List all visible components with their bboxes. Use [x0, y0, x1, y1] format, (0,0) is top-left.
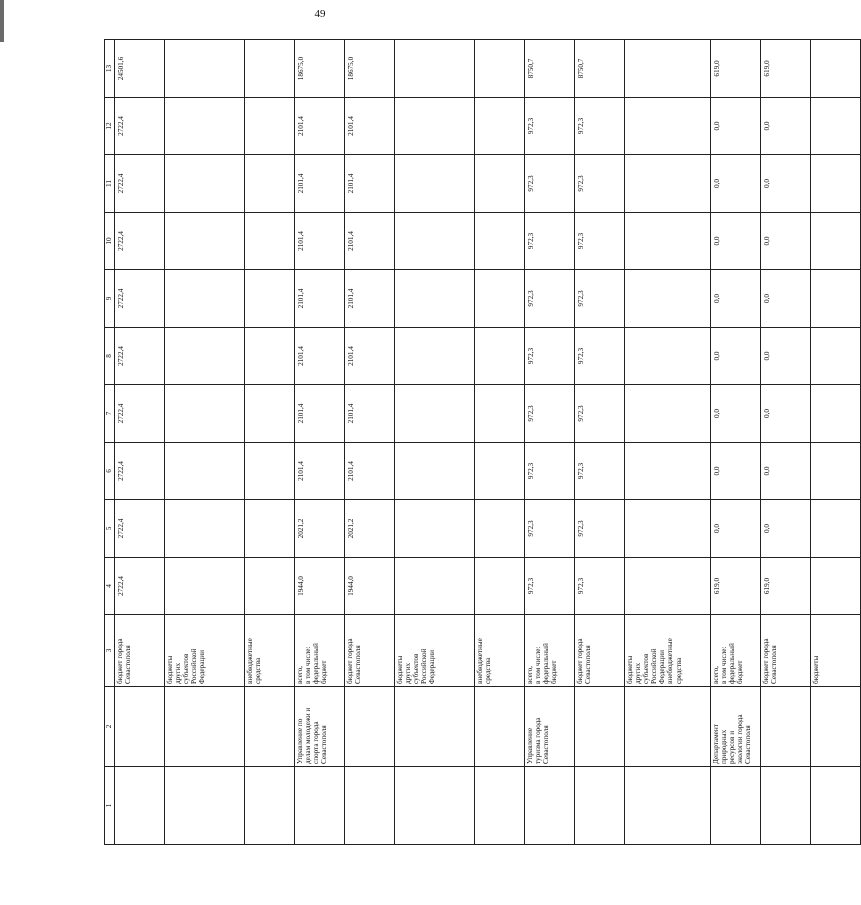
value-cell: 1944,0 — [345, 558, 395, 615]
executor-cell — [811, 687, 861, 767]
value-cell — [475, 270, 525, 328]
table-row — [525, 40, 575, 845]
executor-cell — [475, 687, 525, 767]
funding-source-cell-line: бюджет города — [762, 638, 770, 684]
value-cell: 619,0 — [761, 558, 811, 615]
value-cell: 972,3 — [575, 443, 625, 500]
funding-source-cell — [295, 615, 345, 687]
row-number-cell — [575, 767, 625, 845]
value-cell: 2101,4 — [295, 213, 345, 270]
value-cell: 2101,4 — [295, 155, 345, 213]
column-header: 3 — [105, 615, 115, 687]
value-cell: 972,3 — [525, 98, 575, 155]
funding-source-cell-line: Федерации — [658, 650, 667, 684]
value-cell — [811, 328, 861, 385]
value-cell: 0,0 — [711, 213, 761, 270]
funding-source-cell-line: Севастополя — [584, 645, 593, 684]
value-cell — [165, 328, 245, 385]
value-cell: 2101,4 — [345, 213, 395, 270]
value-cell: 2101,4 — [295, 98, 345, 155]
funding-source-cell-line: бюджеты — [396, 655, 404, 684]
value-cell: 0,0 — [711, 98, 761, 155]
value-cell: 1944,0 — [295, 558, 345, 615]
column-header: 4 — [105, 558, 115, 615]
row-number-cell — [115, 767, 165, 845]
row-number-cell — [525, 767, 575, 845]
funding-source-cell-line: бюджет — [320, 660, 329, 684]
value-cell — [625, 40, 711, 98]
executor-cell-line: ресурсов и — [728, 730, 737, 764]
value-cell: 972,3 — [525, 500, 575, 558]
value-cell — [245, 213, 295, 270]
budget-table — [104, 39, 861, 845]
column-header: 11 — [105, 155, 115, 213]
column-header: 1 — [105, 767, 115, 845]
value-cell: 2021,2 — [345, 500, 395, 558]
funding-source-cell-line: бюджет — [736, 660, 745, 684]
value-cell — [395, 270, 475, 328]
scan-edge-mark — [0, 0, 4, 42]
value-cell — [245, 500, 295, 558]
value-cell: 972,3 — [525, 558, 575, 615]
value-cell — [811, 155, 861, 213]
funding-source-cell-line: федеральный — [542, 643, 551, 684]
row-number-cell — [811, 767, 861, 845]
funding-source-cell-line: в том числе: — [534, 646, 543, 684]
funding-source-cell-line: бюджеты — [626, 655, 634, 684]
table-row — [115, 40, 165, 845]
value-cell — [245, 328, 295, 385]
value-cell: 2101,4 — [345, 385, 395, 443]
executor-cell-line: Департамент — [712, 724, 720, 764]
value-cell: 0,0 — [711, 385, 761, 443]
executor-cell — [295, 687, 345, 767]
value-cell: 0,0 — [761, 98, 811, 155]
value-cell — [625, 98, 711, 155]
value-cell: 0,0 — [761, 385, 811, 443]
value-cell — [165, 98, 245, 155]
funding-source-cell-line: средства — [674, 657, 683, 684]
value-cell — [165, 385, 245, 443]
value-cell: 8750,7 — [525, 40, 575, 98]
value-cell — [245, 443, 295, 500]
value-cell — [395, 500, 475, 558]
funding-source-cell — [165, 615, 245, 687]
value-cell — [165, 443, 245, 500]
value-cell — [475, 155, 525, 213]
executor-cell — [395, 687, 475, 767]
funding-source-cell-line: Севастополя — [354, 645, 363, 684]
column-header: 2 — [105, 687, 115, 767]
value-cell: 619,0 — [761, 40, 811, 98]
executor-cell — [345, 687, 395, 767]
funding-source-cell — [525, 615, 575, 687]
row-number-cell — [761, 767, 811, 845]
value-cell — [395, 328, 475, 385]
value-cell — [811, 270, 861, 328]
value-cell: 2101,4 — [345, 328, 395, 385]
funding-source-cell-line: всего, — [526, 666, 534, 684]
value-cell — [625, 270, 711, 328]
value-cell — [395, 443, 475, 500]
value-cell — [475, 500, 525, 558]
value-cell — [811, 40, 861, 98]
value-cell: 2021,2 — [295, 500, 345, 558]
value-cell: 2101,4 — [295, 443, 345, 500]
executor-cell-line: спорта города — [312, 721, 321, 764]
value-cell: 0,0 — [761, 155, 811, 213]
value-cell: 2722,4 — [115, 500, 165, 558]
row-number-cell — [625, 767, 711, 845]
value-cell: 2101,4 — [295, 385, 345, 443]
value-cell — [245, 40, 295, 98]
funding-source-cell-line: Федерации — [198, 650, 207, 684]
column-header: 12 — [105, 98, 115, 155]
value-cell: 2101,4 — [295, 270, 345, 328]
value-cell — [475, 213, 525, 270]
value-cell: 972,3 — [525, 443, 575, 500]
table-row — [475, 40, 525, 845]
funding-source-cell-line: других — [404, 662, 413, 684]
funding-source-cell-line: федеральный — [728, 643, 737, 684]
value-cell — [625, 500, 711, 558]
funding-source-cell-line: субъектов — [412, 653, 421, 684]
funding-source-cell-line: бюджеты — [812, 655, 820, 684]
table-row — [575, 40, 625, 845]
executor-cell — [245, 687, 295, 767]
value-cell — [811, 558, 861, 615]
value-cell: 972,3 — [575, 155, 625, 213]
value-cell: 0,0 — [761, 443, 811, 500]
value-cell — [625, 443, 711, 500]
funding-source-cell-line: Севастополя — [124, 645, 133, 684]
funding-source-cell-line: Российской — [190, 648, 199, 684]
value-cell: 2722,4 — [115, 213, 165, 270]
value-cell: 18675,0 — [295, 40, 345, 98]
funding-source-cell — [811, 615, 861, 687]
table-row — [395, 40, 475, 845]
value-cell: 972,3 — [525, 155, 575, 213]
value-cell: 972,3 — [575, 213, 625, 270]
value-cell — [165, 500, 245, 558]
value-cell — [625, 558, 711, 615]
value-cell: 0,0 — [761, 500, 811, 558]
funding-source-cell — [761, 615, 811, 687]
value-cell: 2722,4 — [115, 385, 165, 443]
funding-source-cell-line: Российской — [650, 648, 659, 684]
executor-cell — [761, 687, 811, 767]
table-row — [345, 40, 395, 845]
value-cell: 0,0 — [761, 270, 811, 328]
table-row — [625, 40, 711, 845]
funding-source-cell-line: средства — [484, 657, 493, 684]
funding-source-cell — [575, 615, 625, 687]
value-cell — [811, 385, 861, 443]
executor-cell-line: делам молодежи и — [304, 707, 313, 764]
funding-source-cell — [395, 615, 475, 687]
value-cell: 972,3 — [575, 328, 625, 385]
value-cell — [395, 385, 475, 443]
row-number-cell — [295, 767, 345, 845]
funding-source-cell-line: всего, — [296, 666, 304, 684]
value-cell: 8750,7 — [575, 40, 625, 98]
column-header: 9 — [105, 270, 115, 328]
value-cell: 972,3 — [525, 385, 575, 443]
funding-source-cell-line: в том числе: — [720, 646, 729, 684]
executor-cell-line: Севастополя — [542, 725, 551, 764]
value-cell: 619,0 — [711, 558, 761, 615]
funding-source-cell — [475, 615, 525, 687]
value-cell — [395, 98, 475, 155]
value-cell: 0,0 — [761, 213, 811, 270]
value-cell: 2722,4 — [115, 155, 165, 213]
funding-source-cell-line: внебюджетные — [246, 638, 254, 684]
value-cell — [245, 155, 295, 213]
value-cell — [395, 155, 475, 213]
executor-cell — [115, 687, 165, 767]
executor-cell-line: Управление по — [296, 718, 304, 764]
page-number: 49 — [314, 8, 326, 20]
value-cell: 2722,4 — [115, 558, 165, 615]
value-cell: 0,0 — [711, 443, 761, 500]
value-cell: 972,3 — [575, 270, 625, 328]
value-cell: 2722,4 — [115, 270, 165, 328]
executor-cell-line: природных — [720, 729, 729, 764]
value-cell: 24501,6 — [115, 40, 165, 98]
value-cell: 2101,4 — [345, 270, 395, 328]
column-header: 5 — [105, 500, 115, 558]
value-cell — [165, 155, 245, 213]
value-cell: 2101,4 — [345, 155, 395, 213]
value-cell — [395, 213, 475, 270]
column-header: 10 — [105, 213, 115, 270]
value-cell — [395, 40, 475, 98]
funding-source-cell-line: бюджет — [550, 660, 559, 684]
funding-source-cell-line: средства — [254, 657, 263, 684]
funding-source-cell — [245, 615, 295, 687]
value-cell — [165, 213, 245, 270]
rotated-table-wrapper — [104, 40, 820, 845]
value-cell — [245, 385, 295, 443]
funding-source-cell-line: в том числе: — [304, 646, 313, 684]
funding-source-cell-line: бюджет города — [576, 638, 584, 684]
funding-source-cell-line: всего, — [712, 666, 720, 684]
value-cell: 2722,4 — [115, 98, 165, 155]
value-cell — [165, 40, 245, 98]
row-number-cell — [245, 767, 295, 845]
value-cell: 0,0 — [711, 328, 761, 385]
value-cell — [165, 558, 245, 615]
value-cell: 972,3 — [575, 500, 625, 558]
value-cell — [165, 270, 245, 328]
value-cell — [811, 443, 861, 500]
value-cell — [625, 385, 711, 443]
value-cell — [245, 270, 295, 328]
funding-source-cell-line: Российской — [420, 648, 429, 684]
executor-cell-line: туризма города — [534, 717, 543, 764]
value-cell — [475, 40, 525, 98]
value-cell: 18675,0 — [345, 40, 395, 98]
executor-cell — [625, 687, 711, 767]
value-cell — [395, 558, 475, 615]
table-row — [245, 40, 295, 845]
value-cell: 619,0 — [711, 40, 761, 98]
value-cell: 972,3 — [525, 270, 575, 328]
value-cell: 2101,4 — [345, 443, 395, 500]
table-row — [165, 40, 245, 845]
executor-cell — [711, 687, 761, 767]
table-row — [761, 40, 811, 845]
table-stage — [104, 40, 820, 845]
table-row — [811, 40, 861, 845]
funding-source-cell — [625, 615, 711, 687]
value-cell — [811, 500, 861, 558]
funding-source-cell-line: Федерации — [428, 650, 437, 684]
value-cell: 2722,4 — [115, 443, 165, 500]
funding-source-cell-line: бюджет города — [116, 638, 124, 684]
funding-source-cell — [711, 615, 761, 687]
value-cell: 972,3 — [575, 558, 625, 615]
funding-source-cell-line: субъектов — [182, 653, 191, 684]
value-cell: 0,0 — [711, 270, 761, 328]
row-number-cell — [395, 767, 475, 845]
row-number-cell — [711, 767, 761, 845]
value-cell: 2101,4 — [295, 328, 345, 385]
row-number-cell — [345, 767, 395, 845]
funding-source-cell-line: внебюджетные — [476, 638, 484, 684]
executor-cell-line: Севастополя — [744, 725, 753, 764]
funding-source-cell-line: субъектов — [642, 653, 651, 684]
funding-source-cell-line: других — [174, 662, 183, 684]
table-body — [115, 40, 861, 845]
table-row — [711, 40, 761, 845]
funding-source-cell-line: бюджеты — [166, 655, 174, 684]
funding-source-cell-line: федеральный — [312, 643, 321, 684]
column-header: 7 — [105, 385, 115, 443]
value-cell — [625, 155, 711, 213]
column-header: 13 — [105, 40, 115, 98]
value-cell — [245, 558, 295, 615]
value-cell — [475, 98, 525, 155]
executor-cell — [525, 687, 575, 767]
header-row — [105, 40, 115, 845]
value-cell — [475, 385, 525, 443]
value-cell: 972,3 — [575, 385, 625, 443]
value-cell — [475, 328, 525, 385]
value-cell — [811, 98, 861, 155]
column-header: 6 — [105, 443, 115, 500]
value-cell — [475, 558, 525, 615]
value-cell: 0,0 — [711, 155, 761, 213]
column-header: 8 — [105, 328, 115, 385]
row-number-cell — [475, 767, 525, 845]
value-cell: 2722,4 — [115, 328, 165, 385]
value-cell: 0,0 — [761, 328, 811, 385]
row-number-cell — [165, 767, 245, 845]
value-cell — [245, 98, 295, 155]
funding-source-cell-line: Севастополя — [770, 645, 779, 684]
funding-source-cell — [345, 615, 395, 687]
funding-source-cell — [115, 615, 165, 687]
value-cell: 2101,4 — [345, 98, 395, 155]
value-cell — [811, 213, 861, 270]
value-cell — [475, 443, 525, 500]
executor-cell — [165, 687, 245, 767]
executor-cell-line: Управление — [526, 727, 534, 764]
value-cell: 972,3 — [525, 328, 575, 385]
executor-cell-line: Севастополя — [320, 725, 329, 764]
executor-cell — [575, 687, 625, 767]
funding-source-cell-line: других — [634, 662, 643, 684]
table-row — [295, 40, 345, 845]
value-cell — [625, 213, 711, 270]
value-cell: 972,3 — [575, 98, 625, 155]
value-cell: 972,3 — [525, 213, 575, 270]
executor-cell-line: экологии города — [736, 714, 745, 764]
value-cell — [625, 328, 711, 385]
funding-source-cell-line: бюджет города — [346, 638, 354, 684]
value-cell: 0,0 — [711, 500, 761, 558]
funding-source-cell-line: внебюджетные — [666, 638, 675, 684]
